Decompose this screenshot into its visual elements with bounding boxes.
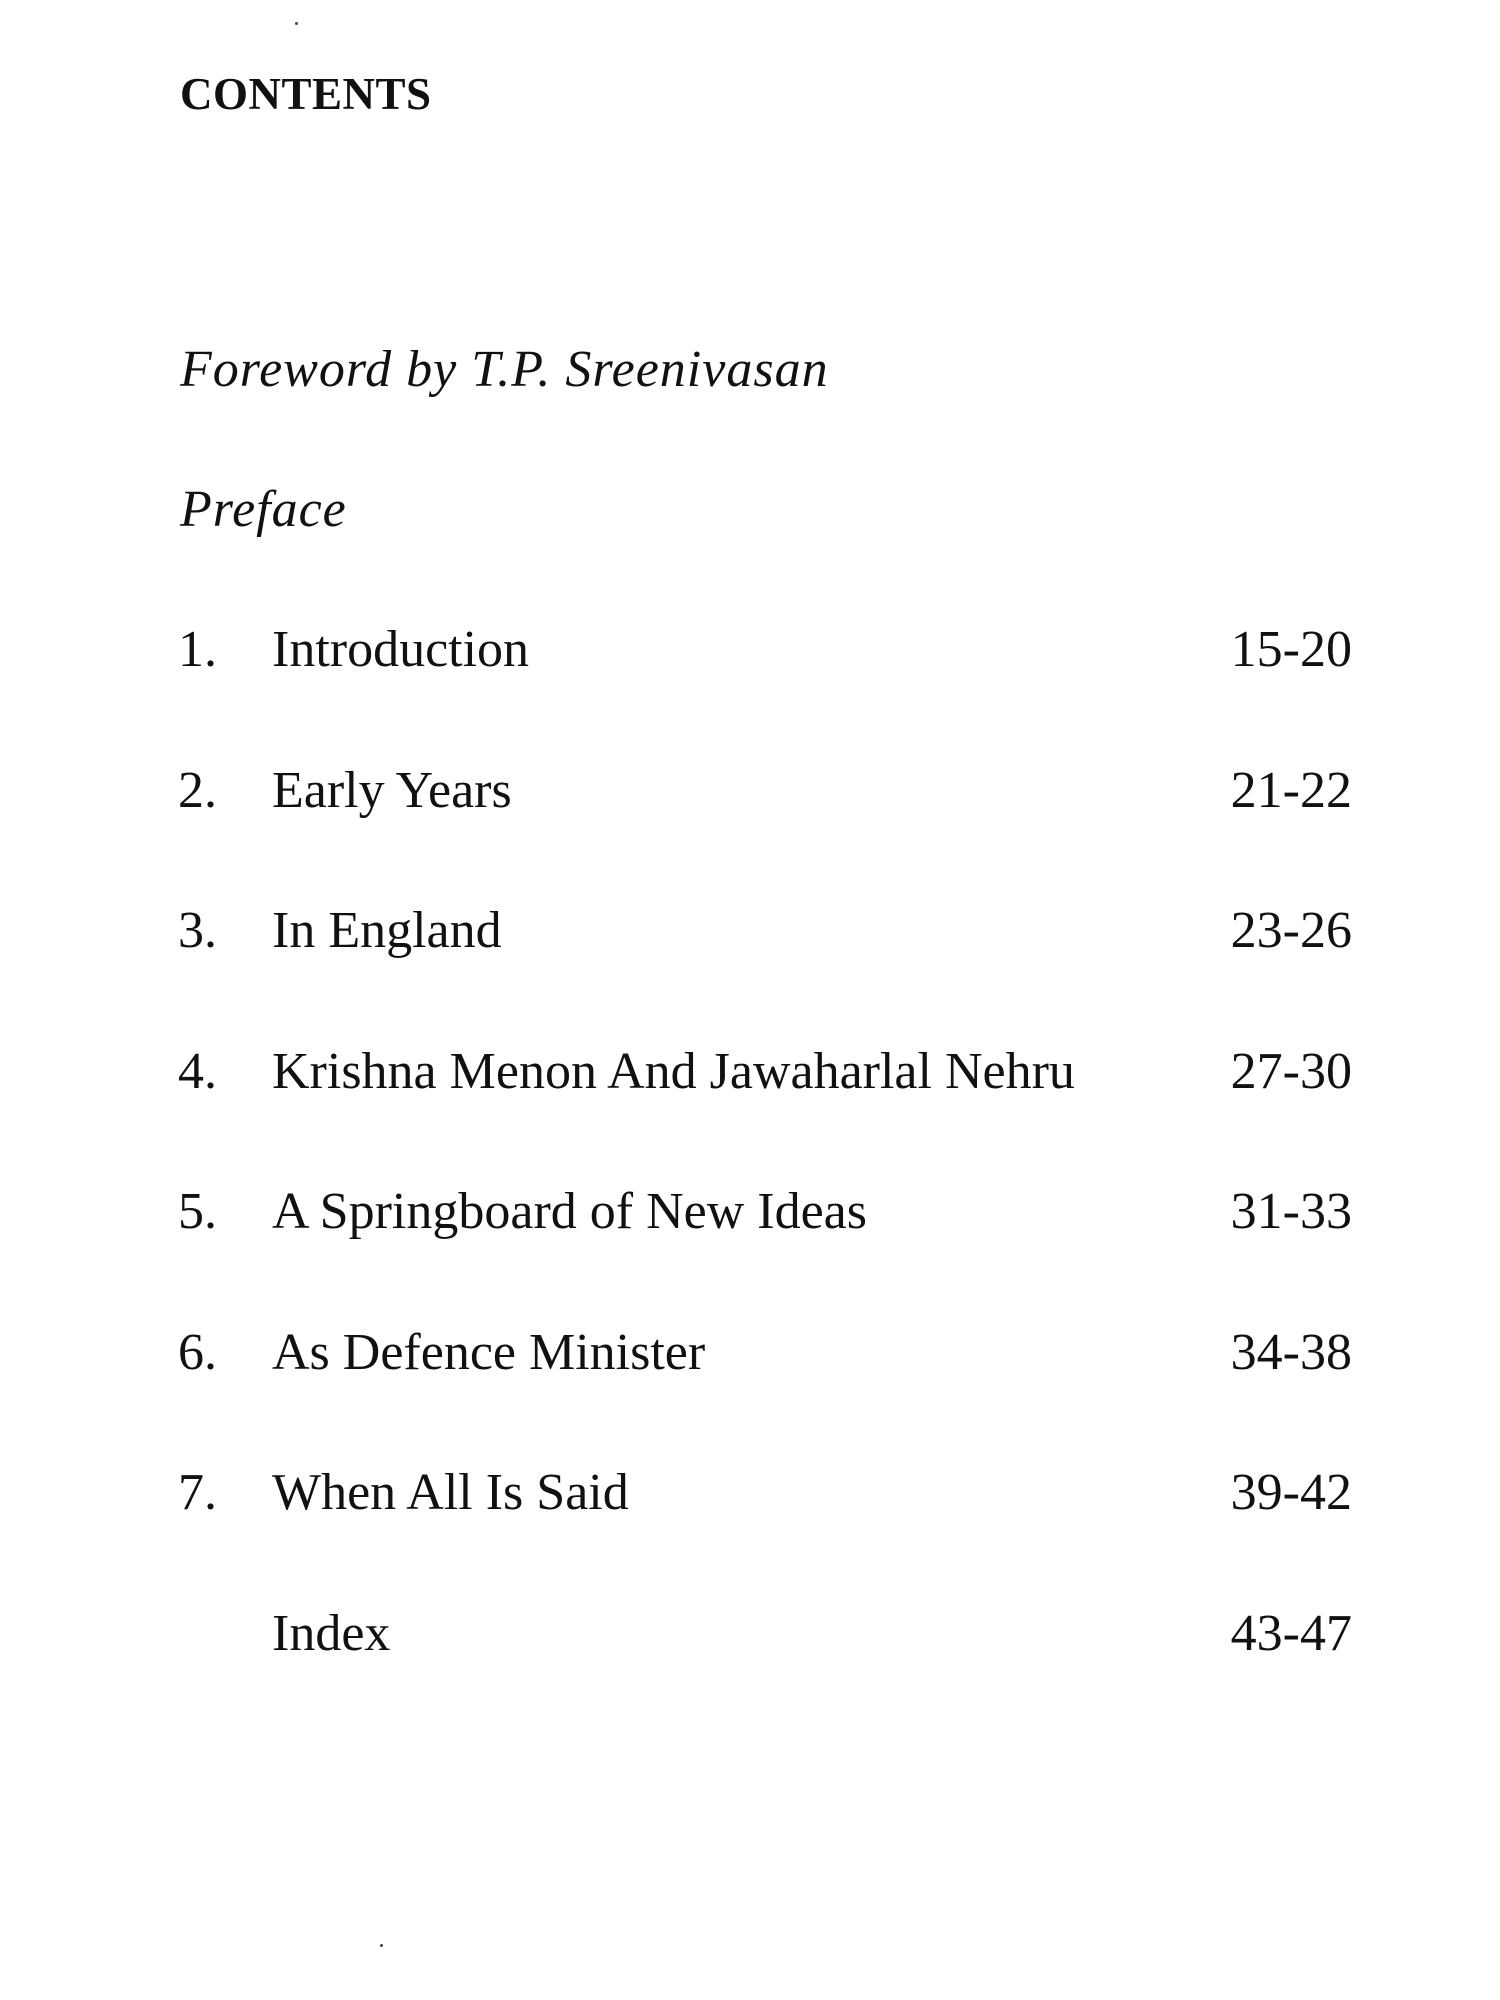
toc-row-index bbox=[0, 1605, 1500, 1678]
chapter-title: Introduction bbox=[272, 621, 530, 678]
chapter-number: 7. bbox=[178, 1464, 217, 1521]
chapter-pages: 39-42 bbox=[1230, 1464, 1352, 1521]
preface-entry: Preface bbox=[180, 481, 347, 538]
chapter-pages: 21-22 bbox=[1230, 762, 1352, 819]
chapter-pages: 27-30 bbox=[1230, 1043, 1352, 1100]
foreword-entry: Foreword by T.P. Sreenivasan bbox=[180, 341, 829, 398]
chapter-pages: 43-47 bbox=[1230, 1605, 1352, 1662]
contents-heading: CONTENTS bbox=[180, 69, 432, 119]
chapter-title: Krishna Menon And Jawaharlal Nehru bbox=[272, 1043, 1075, 1100]
chapter-number: 4. bbox=[178, 1043, 217, 1100]
chapter-pages: 15-20 bbox=[1230, 621, 1352, 678]
chapter-number: 1. bbox=[178, 621, 217, 678]
chapter-title: In England bbox=[272, 902, 502, 959]
chapter-title: Index bbox=[272, 1605, 391, 1662]
chapter-pages: 23-26 bbox=[1230, 902, 1352, 959]
chapter-number: 3. bbox=[178, 902, 217, 959]
chapter-title: Early Years bbox=[272, 762, 512, 819]
chapter-title: As Defence Minister bbox=[272, 1324, 706, 1381]
chapter-title: A Springboard of New Ideas bbox=[272, 1183, 867, 1240]
chapter-number: 5. bbox=[178, 1183, 217, 1240]
chapter-pages: 31-33 bbox=[1230, 1183, 1352, 1240]
toc-row-introduction bbox=[0, 621, 1500, 694]
chapter-pages: 34-38 bbox=[1230, 1324, 1352, 1381]
toc-row-when-all-is-said bbox=[0, 1464, 1500, 1537]
toc-row-early-years bbox=[0, 762, 1500, 835]
chapter-number: 6. bbox=[178, 1324, 217, 1381]
toc-row-krishna-menon-nehru bbox=[0, 1043, 1500, 1116]
chapter-number: 2. bbox=[178, 762, 217, 819]
toc-row-defence-minister bbox=[0, 1324, 1500, 1397]
speck-mark bbox=[380, 1944, 383, 1947]
toc-row-springboard bbox=[0, 1183, 1500, 1256]
chapter-title: When All Is Said bbox=[272, 1464, 629, 1521]
speck-mark bbox=[295, 22, 298, 25]
toc-row-in-england bbox=[0, 902, 1500, 975]
